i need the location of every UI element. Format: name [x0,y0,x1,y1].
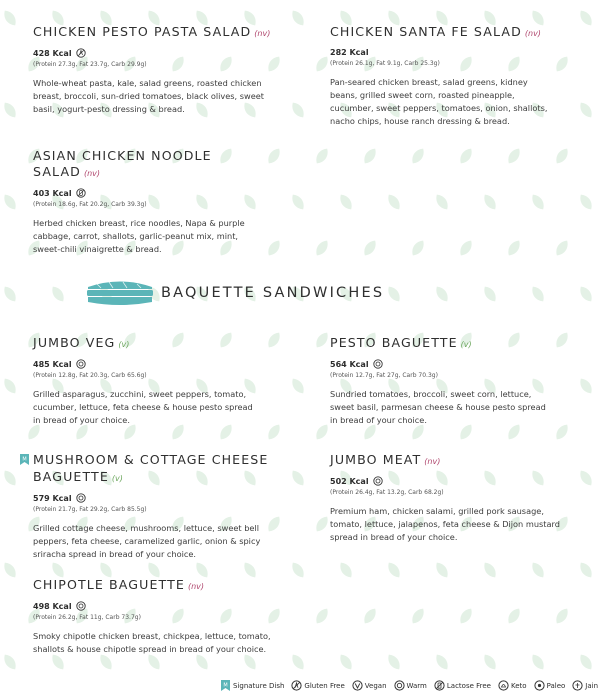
paleo-icon [534,680,545,691]
description-line: sriracha spread in bread of your choice. [33,549,197,559]
svg-text:M: M [22,456,27,463]
description [330,505,580,544]
description-line: cabbage, carrot, shallots, garlic-peanut mix, mint, [33,231,239,241]
macros: (Protein 26.1g, Fat 9.1g, Carb 25.3g) [330,60,440,67]
item-name: MUSHROOM & COTTAGE CHEESE [33,452,269,467]
calories: 485 Kcal [33,359,72,369]
item-name: CHICKEN SANTA FE SALAD [330,24,522,39]
calories: 579 Kcal [33,493,72,503]
description-line: sweet-chili vinaigrette & bread. [33,244,162,254]
veg-tag: (v) [118,340,130,349]
macros: (Protein 21.7g, Fat 29.2g, Carb 85.5g) [33,506,147,513]
menu-item-chicken-pesto-pasta-salad [33,24,283,116]
nonveg-tag: (nv) [524,29,541,38]
vegan-icon [352,680,363,691]
warm-icon [373,476,383,486]
legend-label: Lactose Free [446,681,491,690]
section-title: BAQUETTE SANDWICHES [161,285,385,301]
lactose-free-icon [76,188,86,198]
lactose-free-icon [434,680,445,691]
keto-icon [498,680,509,691]
item-name: ASIAN CHICKEN NOODLE SALAD [33,148,212,179]
item-name: JUMBO VEG [33,335,116,350]
warm-icon [394,680,405,691]
legend-label: Warm [406,681,427,690]
legend-label: Vegan [364,681,387,690]
item-name: JUMBO MEAT [330,452,422,467]
legend-entry [291,680,344,691]
menu-item-chipotle-baguette [33,577,293,656]
calories: 564 Kcal [330,359,369,369]
calories: 403 Kcal [33,188,72,198]
description-line: peppers, feta cheese, caramelized garlic, onion & spicy [33,536,261,546]
description-line: Smoky chipotle chicken breast, chickpea, lettuce, tomato, [33,631,271,641]
calories: 498 Kcal [33,601,72,611]
description-line: Whole-wheat pasta, kale, salad greens, roasted chicken [33,78,262,88]
macros: (Protein 12.8g, Fat 20.3g, Carb 65.6g) [33,372,147,379]
calories: 428 Kcal [33,48,72,58]
legend-entry [572,680,598,691]
macros: (Protein 26.4g, Fat 13.2g, Carb 68.2g) [330,489,444,496]
menu-item-asian-chicken-noodle-salad [33,148,283,256]
jain-icon [572,680,583,691]
veg-tag: (v) [111,474,123,483]
description-line: Grilled cottage cheese, mushrooms, lettuce, sweet bell [33,523,259,533]
description-line: in bread of your choice. [330,415,427,425]
item-name: CHIPOTLE BAGUETTE [33,577,185,592]
description [33,217,283,256]
description-line: cucumber, sweet peppers, tomatoes, onion, shallots, [330,103,548,113]
legend-entry [220,680,284,691]
description-line: Herbed chicken breast, rice noodles, Napa & purple [33,218,245,228]
legend-entry [394,680,427,691]
signature-dish-icon [220,680,231,691]
item-name: PESTO BAGUETTE [330,335,458,350]
section-header-baguette-sandwiches [85,278,384,308]
svg-text:M: M [223,682,228,689]
item-name-line2: BAGUETTE [33,469,109,484]
macros: (Protein 27.3g, Fat 23.7g, Carb 29.9g) [33,61,147,68]
nonveg-tag: (nv) [83,169,101,178]
description [33,522,293,561]
menu-item-jumbo-veg [33,335,283,427]
menu-item-chicken-santa-fe-salad [330,24,580,128]
macros: (Protein 26.2g, Fat 11g, Carb 73.7g) [33,614,141,621]
description-line: tomato, lettuce, jalapenos, feta cheese & Dijon mustard [330,519,560,529]
description [33,630,293,656]
description-line: breast, broccoli, sun-dried tomatoes, black olives, sweet [33,91,264,101]
gluten-free-icon [76,48,86,58]
nonveg-tag: (nv) [424,457,441,466]
calories: 502 Kcal [330,476,369,486]
legend-label: Gluten Free [304,681,345,690]
legend-label: Jain [585,681,599,690]
description-line: beans, grilled sweet corn, roasted pineapple, [330,90,515,100]
legend-label: Paleo [546,681,566,690]
legend-label: Keto [510,681,527,690]
warm-icon [76,493,86,503]
nonveg-tag: (nv) [187,582,204,591]
description-line: shallots & house chipotle spread in bread of your choice. [33,644,267,654]
description-line: Sundried tomatoes, broccoli, sweet corn, lettuce, [330,389,532,399]
warm-icon [373,359,383,369]
description-line: cucumber, lettuce, feta cheese & house pesto spread [33,402,253,412]
description-line: Grilled asparagus, zucchini, sweet peppers, tomato, [33,389,247,399]
legend-label: Signature Dish [233,681,285,690]
legend-entry [498,680,527,691]
item-name: CHICKEN PESTO PASTA SALAD [33,24,252,39]
description [33,77,283,116]
legend-entry [534,680,566,691]
description [33,388,283,427]
description [330,76,580,128]
description-line: sweet basil, parmesan cheese & house pesto spread [330,402,546,412]
description-line: basil, yogurt-pesto dressing & bread. [33,104,185,114]
description-line: in bread of your choice. [33,415,130,425]
legend-entry [352,680,387,691]
menu-item-pesto-baguette [330,335,580,427]
menu-item-mushroom-cottage-cheese-baguette [22,452,293,561]
description [330,388,580,427]
legend-entry [434,680,491,691]
menu-item-jumbo-meat [330,452,580,544]
dietary-legend [220,680,600,691]
description-line: Pan-seared chicken breast, salad greens, kidney [330,77,528,87]
description-line: Premium ham, chicken salami, grilled pork sausage, [330,506,544,516]
calories: 282 Kcal [330,48,369,57]
veg-tag: (v) [460,340,472,349]
description-line: nacho chips, house ranch dressing & bread. [330,116,510,126]
gluten-free-icon [291,680,302,691]
macros: (Protein 18.6g, Fat 20.2g, Carb 39.3g) [33,201,147,208]
description-line: spread in bread of your choice. [330,532,458,542]
warm-icon [76,359,86,369]
signature-dish-icon [20,454,29,465]
nonveg-tag: (nv) [254,29,271,38]
warm-icon [76,601,86,611]
baguette-icon [85,278,155,308]
macros: (Protein 12.7g, Fat 27g, Carb 70.3g) [330,372,438,379]
